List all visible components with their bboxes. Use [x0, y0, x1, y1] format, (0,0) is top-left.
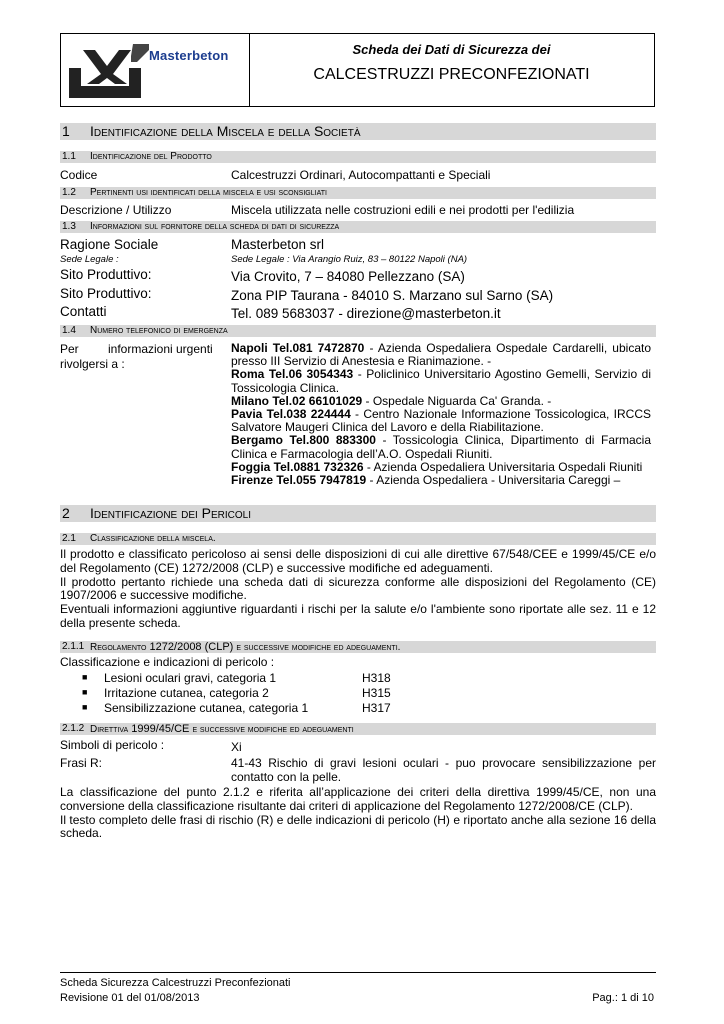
classification-intro: Classificazione e indicazioni di pericolo :	[60, 655, 275, 669]
contact-phone: Pavia Tel.038 224444	[231, 407, 351, 422]
subsection-1-3-bar	[60, 221, 656, 233]
header-title: Scheda dei Dati di Sicurezza dei	[352, 42, 551, 57]
section-title: Identificazione della Miscela e della Società	[90, 123, 361, 139]
section-1-bar	[60, 123, 656, 140]
subsection-number: 1.4	[62, 325, 76, 336]
sito1-label: Sito Produttivo:	[60, 267, 152, 282]
emergency-label-word-2: informazioni	[108, 342, 173, 356]
paragraph: La classificazione del punto 2.1.2 e riferita all’applicazione dei criteri della direttiva 1999/45/CE, non una conversione della classificazione risultante dai criteri di applicazione del Regolamento 1272/2008/CE (CLP).	[60, 785, 656, 813]
contact-phone: Napoli Tel.081 7472870	[231, 341, 365, 355]
contact-phone: Bergamo Tel.800 883300	[231, 433, 376, 448]
ragione-label: Ragione Sociale	[60, 237, 159, 252]
codice-value: Calcestruzzi Ordinari, Autocompattanti e Speciali	[231, 168, 491, 182]
title-part: 1999/45/CE	[128, 723, 193, 735]
title-part: Regolamento	[90, 642, 147, 653]
subsection-title: Pertinenti usi identificati della miscela e usi sconsigliati	[90, 187, 327, 198]
codice-label: Codice	[60, 168, 98, 182]
contact-phone: Roma Tel.06 3054343	[231, 367, 354, 382]
subsection-1-4-bar	[60, 325, 656, 337]
footer-divider	[60, 972, 656, 973]
sede-value: Sede Legale : Via Arangio Ruiz, 83 – 80122 Napoli (NA)	[231, 254, 468, 265]
frasi-label: Frasi R:	[60, 756, 102, 770]
paragraph: Il prodotto e classificato pericoloso ai sensi delle disposizioni di cui alle direttive 67/548/CEE e 1999/45/CE e/o del Regolamento (CE) 1272/2008 (CLP) e successive modifiche ed adeguamenti.	[60, 547, 656, 575]
contact-phone: Milano Tel.02 66101029	[231, 393, 363, 408]
contact-description: - Centro Nazionale Informazione Tossicologica, IRCCS Salvatore Maugeri Clinica del Lavoro e della Riabilitazione.	[231, 407, 651, 435]
bullet-icon: ■	[82, 687, 88, 697]
subsection-number: 1.1	[62, 151, 76, 162]
subsection-title: Informazioni sul fornitore della scheda di dati di sicurezza	[90, 221, 340, 232]
hazard-item: Sensibilizzazione cutanea, categoria 1	[104, 701, 309, 715]
emergency-label-line-2: rivolgersi a :	[60, 357, 125, 371]
hazard-item: Irritazione cutanea, categoria 2	[104, 686, 269, 700]
contact-description: - Tossicologia Clinica, Dipartimento di Farmacia Clinica e Farmacologia dell’A.O. Ospedali Riuniti.	[231, 433, 652, 461]
emergency-contacts-list	[231, 342, 651, 487]
sede-label: Sede Legale :	[60, 254, 119, 265]
brand-name: Masterbeton	[149, 48, 229, 63]
contatti-value: Tel. 089 5683037 - direzione@masterbeton.it	[231, 306, 501, 321]
subsection-number: 1.3	[62, 221, 76, 232]
footer-revision: Revisione 01 del 01/08/2013	[60, 992, 200, 1004]
hazard-code: H317	[362, 701, 391, 715]
sito2-value: Zona PIP Taurana - 84010 S. Marzano sul Sarno (SA)	[231, 288, 554, 303]
subsection-title: Identificazione del Prodotto	[90, 151, 212, 162]
emergency-contact	[231, 434, 651, 460]
subsection-1-2-bar	[60, 187, 656, 199]
subsection-1-1-bar	[60, 151, 656, 163]
subsection-2-1-2-bar	[60, 723, 656, 735]
contact-description: - Azienda Ospedaliera Universitaria Ospedali Riuniti	[363, 459, 643, 474]
footer-title: Scheda Sicurezza Calcestruzzi Preconfezionati	[60, 977, 291, 989]
page-number: Pag.: 1 di 10	[592, 992, 654, 1004]
sito1-value: Via Crovito, 7 – 84080 Pellezzano (SA)	[231, 269, 465, 284]
emergency-label-word-3: urgenti	[176, 342, 213, 356]
hazard-code: H318	[362, 671, 391, 685]
paragraph: Il testo completo delle frasi di rischio (R) e delle indicazioni di pericolo (H) e riportato anche alla sezione 16 della scheda.	[60, 812, 656, 841]
emergency-contact	[231, 368, 651, 394]
company-logo	[61, 34, 250, 106]
subsection-title	[90, 641, 400, 654]
title-part: e successive modifiche ed adeguamenti	[192, 724, 354, 735]
subsection-2-1-1-bar	[60, 641, 656, 653]
contact-description: - Ospedale Niguarda Ca' Granda. -	[362, 393, 552, 408]
subsection-number: 2.1	[62, 533, 76, 544]
classification-text	[60, 548, 656, 631]
utilizzo-label: Descrizione / Utilizzo	[60, 203, 172, 217]
emergency-label-word-1: Per	[60, 342, 79, 356]
contact-description: - Azienda Ospedaliera - Universitaria Careggi –	[366, 473, 621, 488]
subsection-title	[90, 723, 354, 736]
section-2-bar	[60, 505, 656, 522]
emergency-contact	[231, 408, 651, 434]
subsection-number: 1.2	[62, 187, 76, 198]
subsection-number: 2.1.1	[62, 641, 85, 652]
contact-phone: Foggia Tel.0881 732326	[231, 459, 364, 474]
contact-description: - Policlinico Universitario Agostino Gemelli, Servizio di Tossicologia Clinica.	[231, 367, 651, 395]
frasi-value: 41-43 Rischio di gravi lesioni oculari - puo provocare sensibilizzazione per contatto con la pelle.	[231, 756, 656, 784]
section-number: 1	[62, 123, 70, 139]
hazard-code: H315	[362, 686, 391, 700]
title-part: 1272/2008 (CLP)	[146, 641, 237, 653]
simboli-label: Simboli di pericolo :	[60, 738, 165, 752]
emergency-contact	[231, 342, 651, 368]
sito2-label: Sito Produttivo:	[60, 286, 152, 301]
subsection-title: Classificazione della miscela.	[90, 533, 216, 544]
ragione-value: Masterbeton srl	[231, 237, 325, 252]
contatti-label: Contatti	[60, 304, 107, 319]
title-part: Direttiva	[90, 724, 129, 735]
paragraph: Il prodotto pertanto richiede una scheda dati di sicurezza conforme alle disposizioni del Regolamento (CE) 1907/2006 e successive modifiche.	[60, 574, 656, 603]
hazard-item: Lesioni oculari gravi, categoria 1	[104, 671, 277, 685]
subsection-number: 2.1.2	[62, 723, 85, 734]
simboli-value: Xi	[231, 740, 242, 754]
bullet-icon: ■	[82, 702, 88, 712]
emergency-contact	[231, 474, 651, 487]
masterbeton-logo-icon	[67, 40, 151, 100]
contact-description: - Azienda Ospedaliera Ospedale Cardarelli, ubicato presso III Servizio di Anestesia e Rianimazione. -	[231, 341, 651, 369]
paragraph: Eventuali informazioni aggiuntive riguardanti i rischi per la salute e/o l'ambiente sono riportate alle sez. 11 e 12 della presente scheda.	[60, 602, 656, 630]
section-title: Identificazione dei Pericoli	[90, 505, 252, 521]
document-header	[60, 33, 655, 107]
contact-phone: Firenze Tel.055 7947819	[231, 473, 367, 488]
classification-notes	[60, 786, 656, 841]
bullet-icon: ■	[82, 672, 88, 682]
header-subtitle: CALCESTRUZZI PRECONFEZIONATI	[313, 66, 590, 83]
title-part: e successive modifiche ed adeguamenti.	[236, 642, 401, 653]
subsection-2-1-bar	[60, 533, 656, 545]
utilizzo-value: Miscela utilizzata nelle costruzioni edili e nei prodotti per l'edilizia	[231, 203, 575, 217]
subsection-title: Numero telefonico di emergenza	[90, 325, 228, 336]
section-number: 2	[62, 505, 70, 521]
